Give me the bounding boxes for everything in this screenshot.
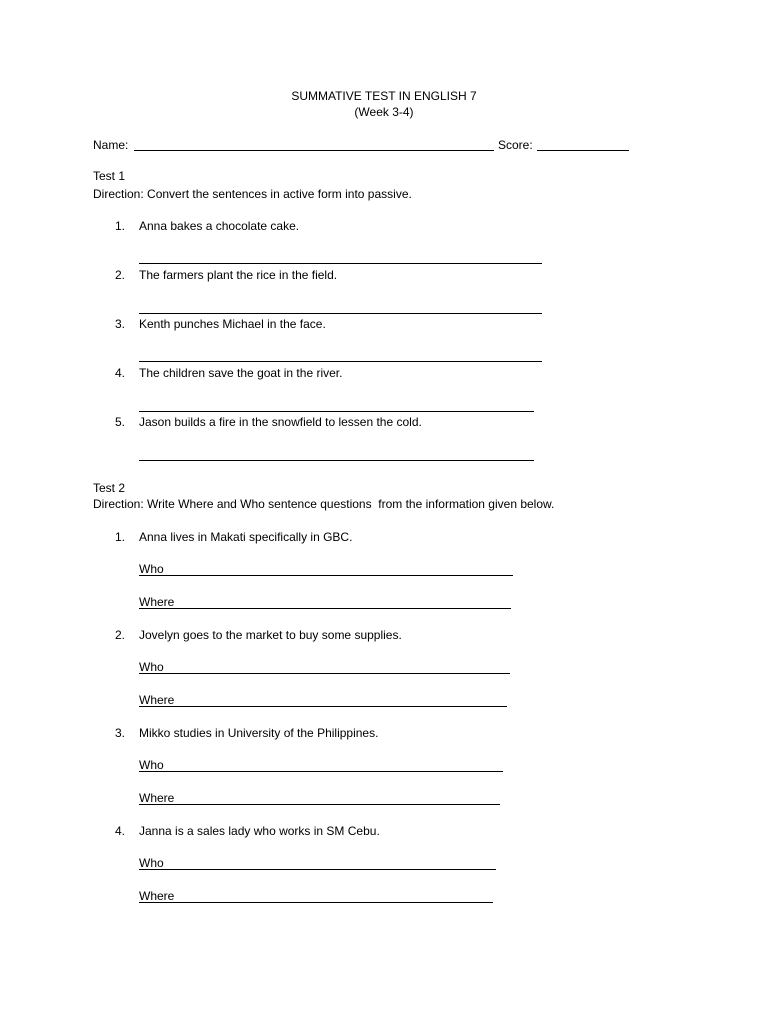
test2-title: Test 2 bbox=[93, 481, 126, 495]
answer-line[interactable] bbox=[139, 460, 534, 461]
where-answer-line[interactable] bbox=[139, 804, 500, 805]
name-blank-line[interactable] bbox=[134, 150, 494, 151]
test2-direction bbox=[93, 496, 554, 512]
item-text: Kenth punches Michael in the face. bbox=[139, 317, 326, 331]
test1-direction-label: Direction: bbox=[93, 187, 144, 201]
item-text: Janna is a sales lady who works in SM Cebu. bbox=[139, 824, 380, 838]
who-answer-line[interactable] bbox=[139, 771, 503, 772]
item-number: 1. bbox=[115, 530, 126, 544]
item-text: Mikko studies in University of the Philippines. bbox=[139, 726, 379, 740]
who-label: Who bbox=[139, 562, 164, 576]
item-number: 3. bbox=[115, 726, 126, 740]
test2-direction-text: Write Where and Who sentence questions from the information given below. bbox=[147, 497, 555, 511]
who-label: Who bbox=[139, 856, 164, 870]
score-blank-line[interactable] bbox=[537, 150, 629, 151]
test1-direction-text: Convert the sentences in active form into passive. bbox=[147, 187, 412, 201]
score-label: Score: bbox=[498, 138, 533, 152]
where-answer-line[interactable] bbox=[139, 902, 493, 903]
answer-line[interactable] bbox=[139, 361, 542, 362]
item-text: Jovelyn goes to the market to buy some supplies. bbox=[139, 628, 402, 642]
name-label: Name: bbox=[93, 138, 129, 152]
item-number: 4. bbox=[115, 366, 126, 380]
item-number: 3. bbox=[115, 317, 126, 331]
who-label: Who bbox=[139, 758, 164, 772]
test2-direction-label: Direction: bbox=[93, 497, 144, 511]
item-text: Anna lives in Makati specifically in GBC. bbox=[139, 530, 353, 544]
item-number: 4. bbox=[115, 824, 126, 838]
answer-line[interactable] bbox=[139, 411, 534, 412]
test1-title: Test 1 bbox=[93, 169, 126, 183]
page-subtitle: (Week 3-4) bbox=[354, 105, 414, 119]
who-answer-line[interactable] bbox=[139, 673, 510, 674]
item-text: The children save the goat in the river. bbox=[139, 366, 343, 380]
item-number: 5. bbox=[115, 415, 126, 429]
where-answer-line[interactable] bbox=[139, 706, 507, 707]
page-title: SUMMATIVE TEST IN ENGLISH 7 bbox=[291, 89, 477, 103]
where-answer-line[interactable] bbox=[139, 608, 511, 609]
who-answer-line[interactable] bbox=[139, 869, 496, 870]
where-label: Where bbox=[139, 693, 175, 707]
who-label: Who bbox=[139, 660, 164, 674]
where-label: Where bbox=[139, 791, 175, 805]
where-label: Where bbox=[139, 889, 175, 903]
test1-direction bbox=[93, 186, 412, 202]
item-number: 2. bbox=[115, 268, 126, 282]
item-text: Jason builds a fire in the snowfield to lessen the cold. bbox=[139, 415, 422, 429]
answer-line[interactable] bbox=[139, 263, 542, 264]
item-text: Anna bakes a chocolate cake. bbox=[139, 219, 300, 233]
item-text: The farmers plant the rice in the field. bbox=[139, 268, 338, 282]
item-number: 2. bbox=[115, 628, 126, 642]
who-answer-line[interactable] bbox=[139, 575, 513, 576]
item-number: 1. bbox=[115, 219, 126, 233]
where-label: Where bbox=[139, 595, 175, 609]
answer-line[interactable] bbox=[139, 313, 542, 314]
